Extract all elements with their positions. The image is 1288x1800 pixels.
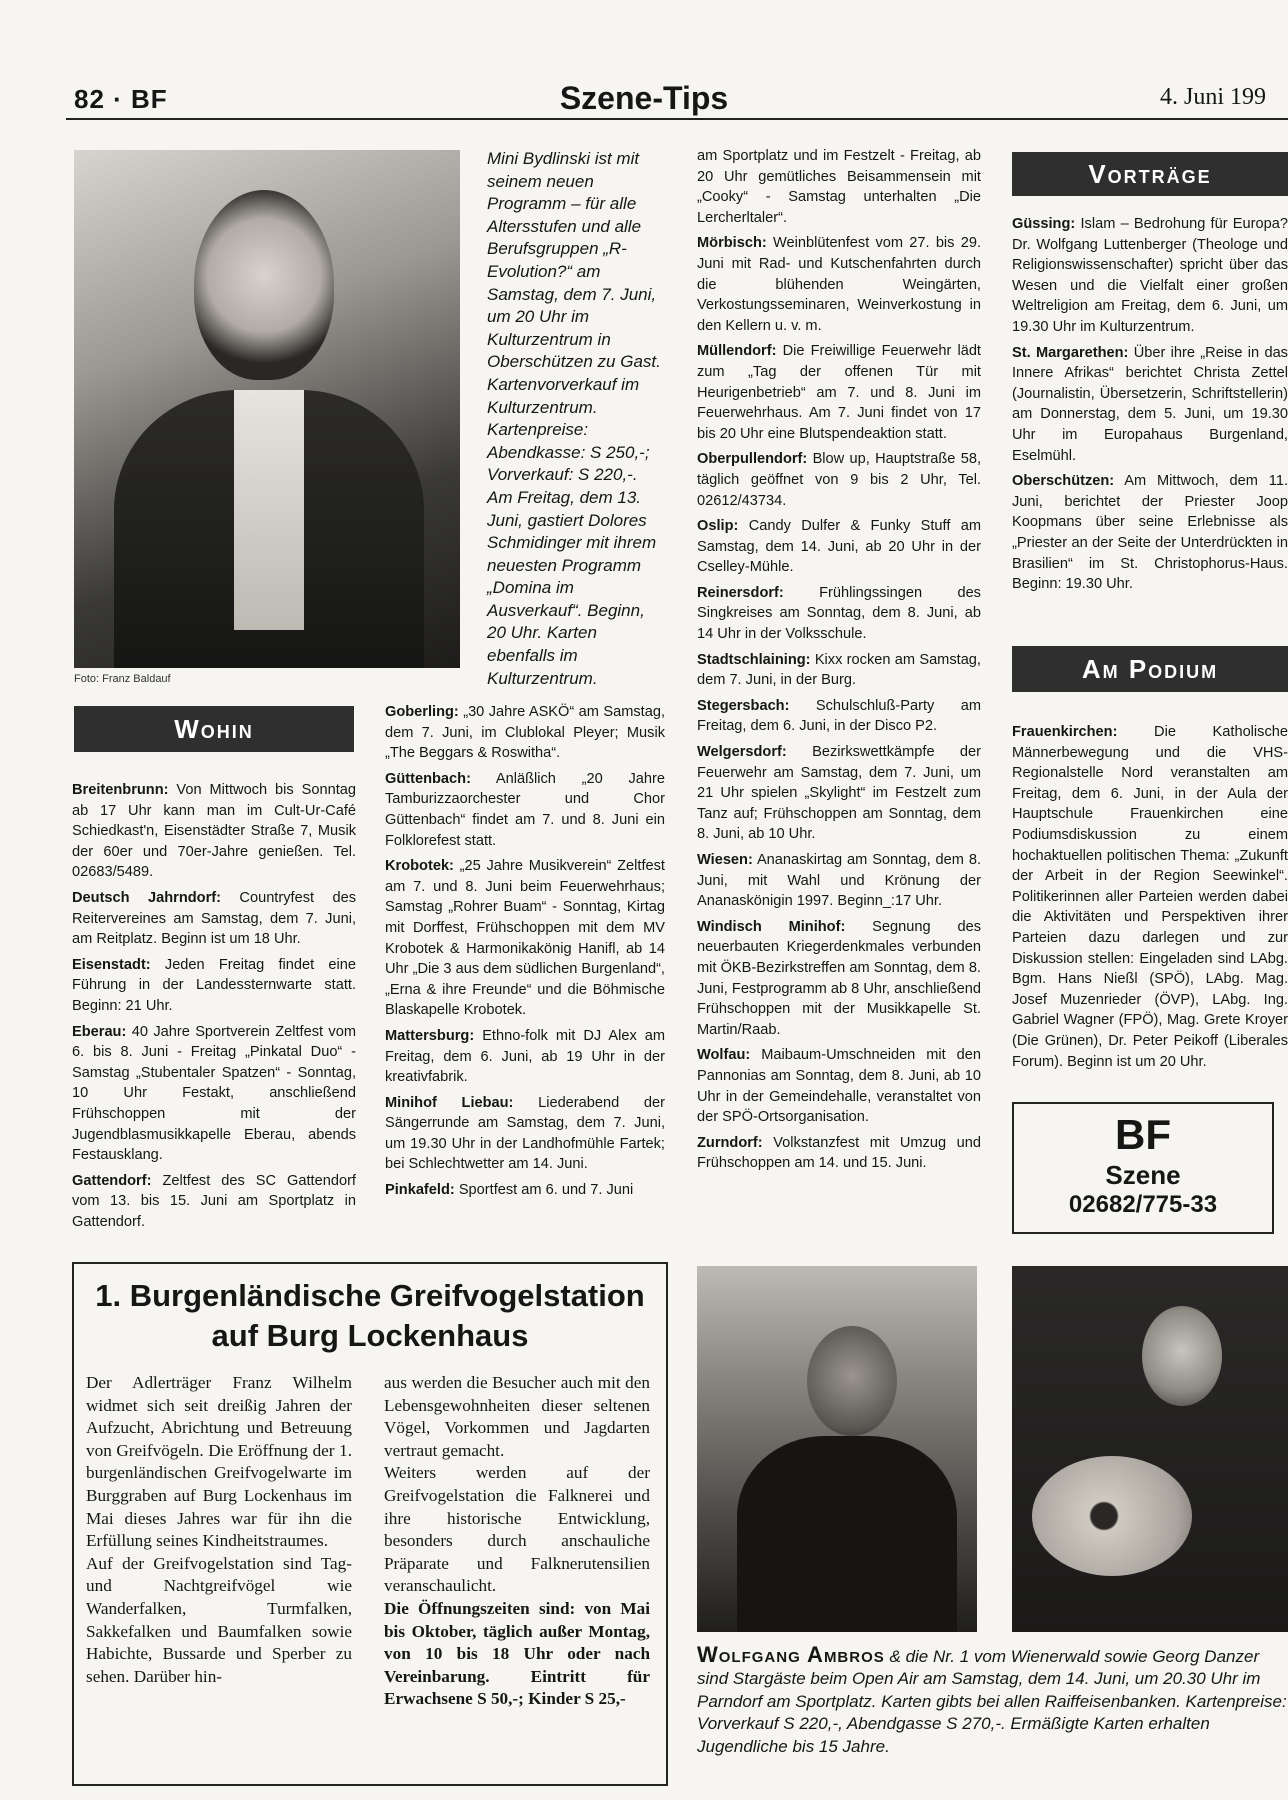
page-title: Szene-Tips <box>559 80 729 116</box>
list-item: Goberling: „30 Jahre ASKÖ“ am Samstag, dem 7. Juni, im Clublokal Pleyer; Musik „The Beggars & Roswitha“. <box>385 704 665 762</box>
greifvogel-col2: aus werden die Besucher auch mit den Lebensgewohnheiten dieser seltenen Vögel, Vorkommen und Jagdarten vertraut gemacht. Weiters werden auf der Greifvogelstation die Falknerei und ihre historische Entwicklung, besonders durch anschauliche Präparate und Falknerutensilien veranschaulicht. Die Öffnungszeiten sind: von Mai bis Oktober, täglich außer Montag, von 10 bis 18 Uhr oder nach Vereinbarung. Eintritt für Erwachsene S 50,-; Kinder S 25,- <box>384 1373 650 1709</box>
photo-figure-head <box>194 190 334 380</box>
list-item: Mörbisch: Weinblütenfest vom 27. bis 29. Juni mit Rad- und Kutschenfahrten durch die blühenden Weingärten, Verkostungsseminaren, Weinverkostung in den Kellern u. v. m. <box>697 235 981 334</box>
bf-phone: 02682/775-33 <box>1068 1191 1218 1218</box>
photo-figure-head <box>807 1326 897 1436</box>
list-item: Oberpullendorf: Blow up, Hauptstraße 58, täglich geöffnet von 9 bis 2 Uhr, Tel. 02612/43734. <box>697 451 981 509</box>
list-item: Gattendorf: Zeltfest des SC Gattendorf vom 13. bis 15. Juni am Sportplatz in Gattendorf. <box>72 1172 356 1230</box>
column-vortraege <box>1012 214 1288 624</box>
list-item: Stadtschlaining: Kixx rocken am Samstag, dem 7. Juni, in der Burg. <box>697 651 981 689</box>
ambros-name: Wolfgang Ambros <box>697 1644 885 1667</box>
ambros-text: & die Nr. 1 vom Wienerwald sowie Georg Danzer sind Stargäste beim Open Air am Samstag, dem 14. Juni, um 20.30 Uhr im Parndorf am Sportplatz. Karten gibts bei allen Raiffeisenbanken. Kartenpreise: Vorverkauf S 220,-, Abendgasse S 270,-. Ermäßigte Karten erhalten Jugendliche bis 15 Jahre. <box>697 1647 1287 1756</box>
list-item: Krobotek: „25 Jahre Musikverein“ Zeltfest am 7. und 8. Juni beim Feuerwehrhaus; Samstag „Rohrer Buam“ - Sonntag, Kirtag mit Dorffest, Frühschoppen mit dem MV Krobotek & Harmonikakönig Hanifl, ab 14 Uhr „Die 3 aus dem südlichen Burgenland“, „Erna & ihre Freunde“ und die Böhmische Blaskapelle Krobotek. <box>385 858 665 1019</box>
section-banner-am-podium <box>1012 646 1288 692</box>
greifvogel-title: 1. Burgenländische Greifvogelstation auf Burg Lockenhaus <box>95 1278 645 1353</box>
photo-caption: Foto: Franz Baldauf <box>74 673 171 685</box>
banner-label: Wohin <box>174 713 254 744</box>
list-item: Windisch Minihof: Segnung des neuerbauten Kriegerdenkmales verbunden mit ÖKB-Bezirkstreffen am Sonntag, dem 8. Juni, Festprogramm ab 8 Uhr, anschließend Frühschoppen mit der Musikkapelle St. Martin/Raab. <box>697 918 981 1038</box>
list-item: St. Margarethen: Über ihre „Reise in das Innere Afrikas“ berichtet Christa Zettel (Journalistin, Übersetzerin, Schriftstellerin) am Donnerstag, dem 5. Juni, um 19.30 Uhr im Europahaus Burgenland, Eselmühl. <box>1012 344 1288 464</box>
bf-szene-label: Szene <box>1105 1160 1181 1190</box>
list-item: Güttenbach: Anläßlich „20 Jahre Tamburizzaorchester und Chor Güttenbach“ findet am 7. und 8. Juni ein Folklorefest statt. <box>385 770 665 849</box>
list-item: Güssing: Islam – Bedrohung für Europa? Dr. Wolfgang Luttenberger (Theologe und Religionswissenschafter) spricht über das Wesen und die Vielfalt einer großen Weltreligion am Freitag, dem 6. Juni, um 19.30 Uhr im Kulturzentrum. <box>1012 216 1288 335</box>
list-item: Pinkafeld: Sportfest am 6. und 7. Juni <box>385 1182 634 1199</box>
list-item: Eberau: 40 Jahre Sportverein Zeltfest vom 6. bis 8. Juni - Freitag „Pinkatal Duo“ - Samstag „Stubentaler Spatzen“ - Sonntag, 10 Uhr Festakt, anschließend Frühschoppen mit der Jugendblasmusikkapelle Eberau, abends Festausklang. <box>72 1023 356 1164</box>
ambros-announcement <box>697 1644 1288 1790</box>
list-item: Minihof Liebau: Liederabend der Sängerrunde am Samstag, dem 7. Juni, um 19.30 Uhr in der Landhofmühle Fartek; bei Schlechtwetter am 14. Juni. <box>385 1094 665 1173</box>
intro-italic-text: Mini Bydlinski ist mit seinem neuen Programm – für alle Altersstufen und alle Berufsgruppen „R-Evolution?“ am Samstag, dem 7. Juni, um 20 Uhr im Kulturzentrum in Oberschützen zu Gast. Kartenvorverkauf im Kulturzentrum. Kartenpreise: Abendkasse: S 250,-; Vorverkauf: S 220,-. Am Freitag, dem 13. Juni, gastiert Dolores Schmidinger mit ihrem neuesten Programm „Domina im Ausverkauf“. Beginn, 20 Uhr. Karten ebenfalls im Kulturzentrum. <box>487 149 661 688</box>
column-third <box>697 146 981 1179</box>
header-rule <box>66 118 1288 120</box>
banner-label: Am Podium <box>1081 653 1219 684</box>
column-wohin <box>72 780 356 1237</box>
photo-figure-head <box>1142 1306 1222 1406</box>
photo-comedian <box>74 150 460 668</box>
column-middle <box>385 702 665 1206</box>
list-item: Wolfau: Maibaum-Umschneiden mit den Pannonias am Sonntag, dem 8. Juni, ab 10 Uhr in der Gemeindehalle, veranstaltet von der SPÖ-Ortsorganisation. <box>697 1047 981 1126</box>
list-item: Oberschützen: Am Mittwoch, dem 11. Juni, berichtet der Priester Joop Koopmans über seine Erlebnisse als „Priester an der Seite der Unterdrückten in Brasilien“ im St. Christophorus-Haus. Beginn: 19.30 Uhr. <box>1012 473 1288 593</box>
list-item: Welgersdorf: Bezirkswettkämpfe der Feuerwehr am Samstag, dem 7. Juni, um 21 Uhr spielen „Skylight“ im Festzelt zum Tanz auf; Frühschoppen am Sonntag, dem 8. Juni, ab 10 Uhr. <box>697 744 981 843</box>
list-item: Breitenbrunn: Von Mittwoch bis Sonntag ab 17 Uhr kann man im Cult-Ur-Café Schiedkast'n, Eisenstädter Straße 7, Musik der 60er und 70er-Jahre genießen. Tel. 02683/5489. <box>72 782 356 881</box>
bf-szene-contact-box <box>1012 1102 1274 1234</box>
section-banner-vortraege <box>1012 152 1288 196</box>
photo-figure-shirt <box>234 390 304 630</box>
list-item: Müllendorf: Die Freiwillige Feuerwehr lädt zum „Tag der offenen Tür mit Heurigenbetrieb“ am 7. und 8. Juni im Feuerwehrhaus. Am 7. Juni findet von 17 bis 20 Uhr eine Blutspendeaktion statt. <box>697 343 981 442</box>
list-item: Wiesen: Ananaskirtag am Sonntag, dem 8. Juni, mit Wahl und Krönung der Ananaskönigin 1997. Beginn_:17 Uhr. <box>697 852 981 910</box>
bf-logo-text: BF <box>1115 1111 1171 1158</box>
photo-ambros-portrait <box>697 1266 977 1632</box>
column-am-podium <box>1012 722 1288 1084</box>
list-item: Frauenkirchen: Die Katholische Männerbewegung und die VHS-Regionalstelle Nord veranstalten am Freitag, dem 6. Juni, in der Aula der Hauptschule Frauenkirchen eine Podiumsdiskussion zu einem hochaktuellen politischen Thema: „Zukunft der Arbeit in der Region Seewinkel“. Politikerinnen aller Parteien werden dabei die Aktivitäten und Perspektiven ihrer Parteien dazu darlegen und zur Diskussion stellen: Eingeladen sind LAbg. Bgm. Hans Nießl (SPÖ), LAbg. Mag. Josef Muzenrieder (ÖVP), LAbg. Ing. Gabriel Wagner (FPÖ), Mag. Grete Kroyer (Die Grünen), Dr. Peter Peikoff (Liberales Forum). Beginn ist um 20 Uhr. <box>1012 724 1288 1070</box>
photo-ambros-guitar <box>1012 1266 1288 1632</box>
section-banner-wohin <box>74 706 354 752</box>
list-item-continued: am Sportplatz und im Festzelt - Freitag, ab 20 Uhr gemütliches Beisammensein mit „Cooky“ - Samstag unterhalten „Die Lercherltaler“. <box>697 148 981 226</box>
list-item: Deutsch Jahrndorf: Countryfest des Reitervereines am Samstag, dem 7. Juni, am Reitplatz. Beginn ist um 18 Uhr. <box>72 889 356 948</box>
list-item: Reinersdorf: Frühlingssingen des Singkreises am Sonntag, dem 8. Juni, ab 14 Uhr in der Volksschule. <box>697 584 981 643</box>
issue-date: 4. Juni 199 <box>1160 84 1267 110</box>
photo-figure-body <box>737 1436 957 1632</box>
list-item: Eisenstadt: Jeden Freitag findet eine Führung in der Landessternwarte statt. Beginn: 21 Uhr. <box>72 956 356 1014</box>
list-item: Oslip: Candy Dulfer & Funky Stuff am Samstag, dem 14. Juni, ab 20 Uhr in der Cselley-Mühle. <box>697 518 981 576</box>
list-item: Zurndorf: Volkstanzfest mit Umzug und Frühschoppen am 14. und 15. Juni. <box>697 1134 981 1172</box>
list-item: Mattersburg: Ethno-folk mit DJ Alex am Freitag, dem 6. Juni, ab 19 Uhr in der kreativfabrik. <box>385 1027 665 1086</box>
greifvogel-col1: Der Adlerträger Franz Wilhelm widmet sich seit dreißig Jahren der Aufzucht, Abrichtung und Betreuung von Greifvögeln. Die Eröffnung der 1. burgenländischen Greifvogelwarte im Burggraben auf Burg Lockenhaus im Mai dieses Jahres war für ihn die Erfüllung seines Kindheitstraumes. Auf der Greifvogelstation sind Tag- und Nachtgreifvögel wie Wanderfalken, Turmfalken, Sakkefalken und Baumfalken sowie Habichte, Bussarde und Sperber zu sehen. Darüber hin- <box>86 1373 352 1686</box>
list-item: Stegersbach: Schulschluß-Party am Freitag, dem 6. Juni, in der Disco P2. <box>697 697 981 735</box>
banner-label: Vorträge <box>1088 158 1212 189</box>
guitar-shape <box>1032 1456 1192 1576</box>
page-number-section: 82 · BF <box>74 84 168 114</box>
